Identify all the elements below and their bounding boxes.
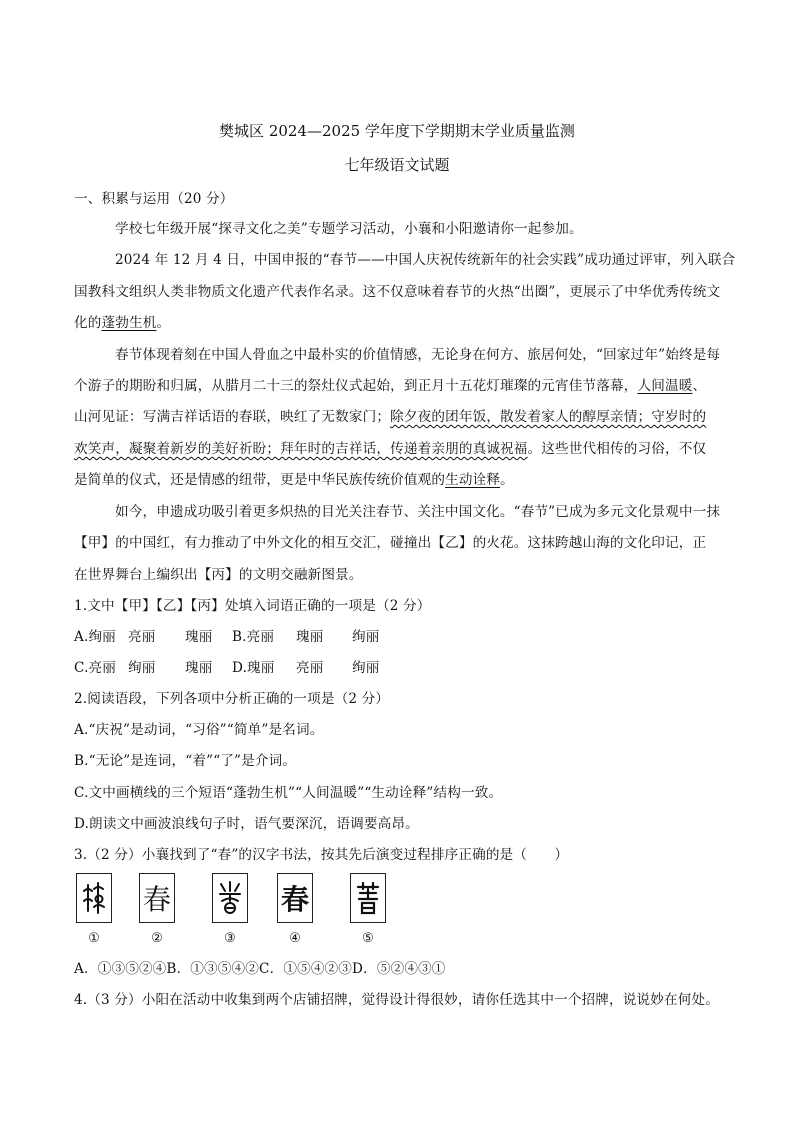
passage-p1-line1: 2024 年 12 月 4 日，中国申报的“春节——中国人庆祝传统新年的社会实践”成功通过评审，列入联合 — [115, 252, 736, 268]
exam-subtitle: 七年级语文试题 — [344, 156, 450, 174]
passage-p3-line2: 【甲】的中国红，有力推动了中外文化的相互交汇，碰撞出【乙】的火花。这抹跨越山海的文化印记，正 — [74, 535, 707, 551]
text-span: 。 — [500, 472, 514, 488]
activity-intro: 学校七年级开展“探寻文化之美”专题学习活动，小襄和小阳邀请你一起参加。 — [115, 221, 583, 237]
question-2-option-a: A.“庆祝”是动词，“习俗”“简单”是名词。 — [74, 722, 324, 738]
option-c-word3: 瑰丽 — [185, 660, 213, 676]
question-4-stem: 4.（3 分）小阳在活动中收集到两个店铺招牌，觉得设计得很妙，请你任选其中一个招牌，说说妙在何处。 — [74, 992, 720, 1008]
question-2-option-b: B.“无论”是连词，“着”“了”是介词。 — [74, 753, 297, 769]
option-a-word1: A.绚丽 — [74, 629, 116, 645]
calligraphy-image-3 — [212, 873, 248, 923]
question-3-options: A．①③⑤②④B．①③⑤④②C．①⑤④②③D．⑤②④③① — [74, 961, 446, 977]
option-a-word3: 瑰丽 — [185, 629, 213, 645]
question-2-option-d: D.朗读文中画波浪线句子时，语气要深沉，语调要高昂。 — [74, 816, 419, 832]
image-label: ④ — [289, 931, 301, 946]
question-3-stem: 3.（2 分）小襄找到了“春”的汉字书法，按其先后演变过程排序正确的是（ ） — [74, 847, 569, 863]
image-label: ③ — [224, 931, 236, 946]
passage-p2-line5 — [74, 468, 514, 488]
calligraphy-glyph: 春 — [142, 883, 171, 916]
calligraphy-image-5 — [350, 873, 386, 923]
passage-p2-line1: 春节体现着刻在中国人骨血之中最朴实的价值情感，无论身在何方、旅居何处，“回家过年”始终是每 — [115, 347, 721, 363]
text-span: 是简单的仪式，还是情感的纽带，更是中华民族传统价值观的 — [74, 472, 446, 488]
option-d-word3: 绚丽 — [352, 660, 380, 676]
option-c-word1: C.亮丽 — [74, 660, 117, 676]
text-span: 个游子的期盼和归属，从腊月二十三的祭灶仪式起始，到正月十五花灯璀璨的元宵佳节落幕， — [74, 378, 638, 394]
image-label: ① — [88, 931, 100, 946]
text-span: 。这些世代相传的习俗，不仅 — [527, 441, 707, 457]
option-b-word2: 瑰丽 — [296, 629, 324, 645]
underlined-phrase: 人间温暖 — [637, 378, 693, 394]
image-label: ⑤ — [362, 931, 374, 946]
text-span: 山河见证：写满吉祥话语的春联，映红了无数家门； — [74, 409, 391, 425]
underlined-phrase: 蓬勃生机 — [101, 315, 157, 331]
passage-p2-line3 — [74, 405, 706, 425]
passage-p3-line3: 在世界舞台上编织出【丙】的文明交融新图景。 — [74, 567, 363, 583]
seal-script-glyph-icon — [354, 879, 382, 917]
passage-p1-line3 — [74, 311, 170, 331]
text-span: 化的 — [74, 315, 102, 331]
question-1-options-row2 — [74, 656, 380, 676]
calligraphy-image-1 — [76, 873, 112, 923]
calligraphy-image-4 — [277, 873, 313, 923]
option-d-word1: D.瑰丽 — [232, 660, 275, 676]
text-span: 、 — [692, 378, 707, 394]
exam-title: 樊城区 2024—2025 学年度下学期期末学业质量监测 — [219, 122, 575, 140]
option-b-word3: 绚丽 — [352, 629, 380, 645]
option-d-word2: 亮丽 — [296, 660, 324, 676]
passage-p2-line4 — [74, 437, 706, 457]
image-label: ② — [151, 931, 163, 946]
calligraphy-image-2 — [139, 873, 175, 923]
option-b-word1: B.亮丽 — [232, 629, 275, 645]
passage-p2-line2 — [74, 374, 706, 394]
text-span: 。 — [156, 315, 171, 331]
question-2-stem: 2.阅读语段，下列各项中分析正确的一项是（2 分） — [74, 691, 390, 707]
wavy-underlined-sentence: 除夕夜的团年饭，散发着家人的醇厚亲情；守岁时的 — [390, 409, 707, 425]
wavy-underlined-sentence: 欢笑声，凝聚着新岁的美好祈盼；拜年时的吉祥话，传递着亲朋的真诚祝福 — [74, 441, 528, 457]
question-2-option-c: C.文中画横线的三个短语“蓬勃生机”“人间温暖”“生动诠释”结构一致。 — [74, 785, 503, 801]
calligraphy-glyph: 春 — [280, 883, 309, 916]
option-c-word2: 绚丽 — [128, 660, 156, 676]
seal-script-glyph-icon — [216, 879, 244, 917]
seal-script-glyph-icon — [81, 879, 107, 917]
option-a-word2: 亮丽 — [128, 629, 156, 645]
question-1-stem: 1.文中【甲】【乙】【丙】处填入词语正确的一项是（2 分） — [74, 598, 431, 614]
section-heading: 一、积累与运用（20 分） — [74, 191, 234, 207]
passage-p1-line2: 国教科文组织人类非物质文化遗产代表作名录。这不仅意味着春节的火热“出圈”，更展示了中华优秀传统文 — [74, 284, 721, 300]
passage-p3-line1: 如今，申遗成功吸引着更多炽热的目光关注春节、关注中国文化。“春节”已成为多元文化景观中一抹 — [115, 504, 721, 520]
underlined-phrase: 生动诠释 — [445, 472, 501, 488]
question-1-options-row1 — [74, 625, 380, 645]
